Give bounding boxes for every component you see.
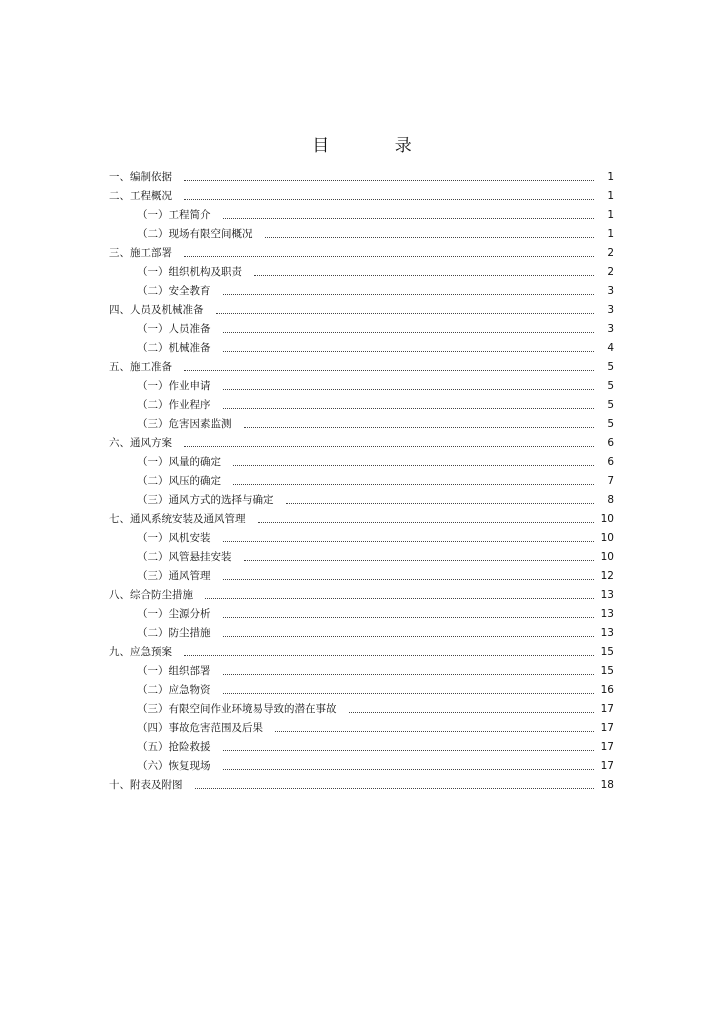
toc-entry-label: 七、通风系统安装及通风管理 [109,513,246,525]
toc-entry-label: （一）组织部署 [137,665,211,677]
toc-entry-label: （一）人员准备 [137,323,211,335]
toc-dot-leader [223,616,595,618]
toc-page-number: 18 [600,779,614,791]
toc-entry-label: （一）风量的确定 [137,456,221,468]
toc-subsection-entry[interactable] [109,545,614,564]
toc-dot-leader [233,483,594,485]
toc-page-number: 10 [600,532,614,544]
toc-section-entry[interactable] [109,241,614,260]
toc-entry-label: 四、人员及机械准备 [109,304,204,316]
toc-dot-leader [254,274,594,276]
toc-entry-label: （三）有限空间作业环境易导致的潜在事故 [137,703,337,715]
toc-page-number: 13 [600,608,614,620]
toc-page-number: 17 [600,741,614,753]
toc-dot-leader [223,673,595,675]
toc-page-number: 5 [607,418,614,430]
toc-subsection-entry[interactable] [109,621,614,640]
toc-subsection-entry[interactable] [109,469,614,488]
toc-dot-leader [244,559,595,561]
toc-dot-leader [223,388,595,390]
toc-page-number: 4 [607,342,614,354]
toc-entry-label: 三、施工部署 [109,247,172,259]
toc-page-number: 15 [600,646,614,658]
toc-page-number: 12 [600,570,614,582]
toc-page-number: 17 [600,703,614,715]
toc-dot-leader [223,768,595,770]
toc-page-number: 2 [607,247,614,259]
toc-entry-label: （二）应急物资 [137,684,211,696]
toc-entry-label: （二）作业程序 [137,399,211,411]
toc-entry-label: 二、工程概况 [109,190,172,202]
toc-entry-label: （五）抢险救援 [137,741,211,753]
toc-subsection-entry[interactable] [109,374,614,393]
toc-subsection-entry[interactable] [109,336,614,355]
toc-section-entry[interactable] [109,431,614,450]
toc-section-entry[interactable] [109,583,614,602]
toc-section-entry[interactable] [109,640,614,659]
toc-subsection-entry[interactable] [109,393,614,412]
toc-subsection-entry[interactable] [109,222,614,241]
toc-page-number: 17 [600,722,614,734]
toc-page-number: 2 [607,266,614,278]
toc-dot-leader [244,426,595,428]
table-of-contents [109,165,614,792]
toc-entry-label: （三）通风管理 [137,570,211,582]
toc-entry-label: 九、应急预案 [109,646,172,658]
toc-entry-label: （六）恢复现场 [137,760,211,772]
toc-dot-leader [233,464,594,466]
toc-section-entry[interactable] [109,355,614,374]
toc-page-number: 6 [607,456,614,468]
toc-dot-leader [184,255,594,257]
toc-entry-label: （三）通风方式的选择与确定 [137,494,274,506]
toc-dot-leader [265,236,595,238]
toc-page-number: 6 [607,437,614,449]
toc-entry-label: （三）危害因素监测 [137,418,232,430]
toc-entry-label: 八、综合防尘措施 [109,589,193,601]
toc-dot-leader [223,692,595,694]
toc-entry-label: （一）组织机构及职责 [137,266,242,278]
toc-dot-leader [223,217,595,219]
toc-subsection-entry[interactable] [109,564,614,583]
toc-subsection-entry[interactable] [109,716,614,735]
toc-entry-label: （二）机械准备 [137,342,211,354]
toc-page-number: 13 [600,627,614,639]
toc-section-entry[interactable] [109,165,614,184]
toc-page-number: 8 [607,494,614,506]
toc-dot-leader [223,331,595,333]
toc-page-number: 7 [607,475,614,487]
toc-page-number: 16 [600,684,614,696]
toc-section-entry[interactable] [109,184,614,203]
toc-page-number: 1 [607,228,614,240]
toc-dot-leader [184,654,594,656]
toc-entry-label: 十、附表及附图 [109,779,183,791]
toc-dot-leader [184,445,594,447]
toc-section-entry[interactable] [109,773,614,792]
toc-subsection-entry[interactable] [109,488,614,507]
toc-subsection-entry[interactable] [109,659,614,678]
toc-subsection-entry[interactable] [109,754,614,773]
toc-dot-leader [349,711,595,713]
toc-dot-leader [275,730,594,732]
toc-dot-leader [258,521,595,523]
toc-subsection-entry[interactable] [109,203,614,222]
toc-page-number: 17 [600,760,614,772]
toc-subsection-entry[interactable] [109,526,614,545]
toc-page-number: 3 [607,285,614,297]
toc-dot-leader [223,635,595,637]
toc-subsection-entry[interactable] [109,279,614,298]
toc-entry-label: 五、施工准备 [109,361,172,373]
toc-entry-label: （一）风机安装 [137,532,211,544]
toc-page-number: 13 [600,589,614,601]
toc-page-number: 5 [607,380,614,392]
toc-page-number: 1 [607,171,614,183]
toc-page-number: 1 [607,209,614,221]
toc-page-number: 15 [600,665,614,677]
page-title: 目 录 [312,136,442,156]
toc-dot-leader [223,749,595,751]
toc-dot-leader [184,198,594,200]
toc-entry-label: （四）事故危害范围及后果 [137,722,263,734]
toc-dot-leader [184,179,594,181]
toc-entry-label: （一）作业申请 [137,380,211,392]
toc-page-number: 5 [607,361,614,373]
toc-section-entry[interactable] [109,507,614,526]
toc-page-number: 3 [607,323,614,335]
toc-entry-label: （一）尘源分析 [137,608,211,620]
toc-entry-label: （二）风压的确定 [137,475,221,487]
toc-dot-leader [223,540,595,542]
toc-page-number: 1 [607,190,614,202]
toc-subsection-entry[interactable] [109,678,614,697]
toc-entry-label: （二）防尘措施 [137,627,211,639]
toc-dot-leader [216,312,595,314]
toc-page-number: 3 [607,304,614,316]
toc-dot-leader [223,578,595,580]
toc-section-entry[interactable] [109,298,614,317]
toc-entry-label: 六、通风方案 [109,437,172,449]
toc-subsection-entry[interactable] [109,735,614,754]
toc-dot-leader [286,502,595,504]
toc-subsection-entry[interactable] [109,317,614,336]
toc-subsection-entry[interactable] [109,697,614,716]
toc-page-number: 10 [600,551,614,563]
toc-dot-leader [223,407,595,409]
toc-entry-label: （二）安全教育 [137,285,211,297]
toc-entry-label: （一）工程简介 [137,209,211,221]
toc-dot-leader [223,350,595,352]
toc-subsection-entry[interactable] [109,412,614,431]
toc-subsection-entry[interactable] [109,602,614,621]
toc-entry-label: （二）风管悬挂安装 [137,551,232,563]
toc-page-number: 5 [607,399,614,411]
toc-entry-label: 一、编制依据 [109,171,172,183]
toc-subsection-entry[interactable] [109,260,614,279]
toc-dot-leader [205,597,594,599]
toc-page-number: 10 [600,513,614,525]
toc-subsection-entry[interactable] [109,450,614,469]
toc-dot-leader [195,787,595,789]
toc-dot-leader [184,369,594,371]
toc-dot-leader [223,293,595,295]
toc-entry-label: （二）现场有限空间概况 [137,228,253,240]
